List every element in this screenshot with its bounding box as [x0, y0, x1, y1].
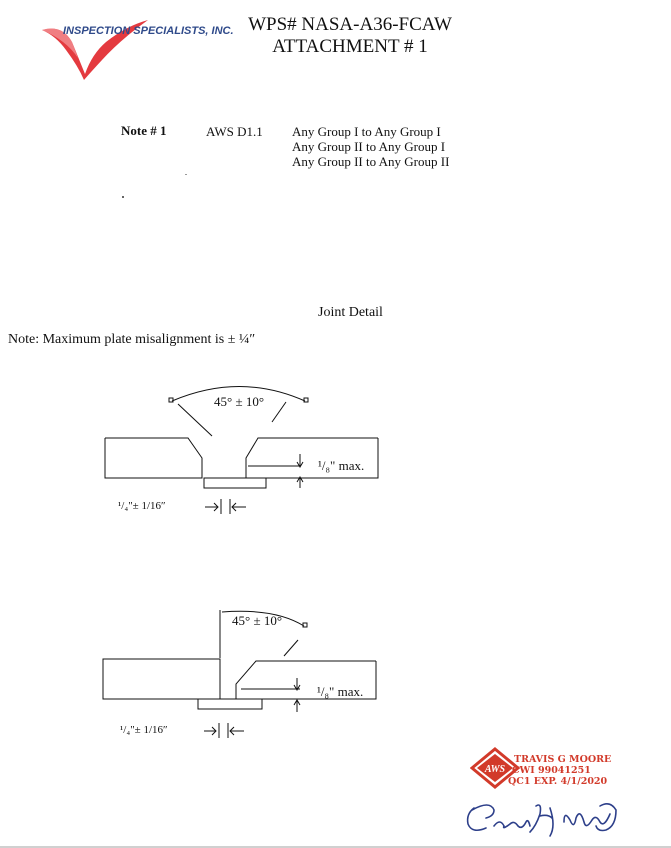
- stamp-details: [508, 754, 611, 787]
- detail-1-root-opening-label: ¹/₄"± 1/16″: [118, 500, 166, 512]
- group-line: Any Group II to Any Group I: [292, 139, 446, 154]
- backing-bar: [204, 478, 266, 488]
- arc-end-marker: [169, 398, 173, 402]
- note-1-label: Note # 1: [121, 123, 167, 138]
- company-name: INSPECTION SPECIALISTS, INC.: [63, 25, 234, 37]
- svg-text:AWS: AWS: [484, 764, 506, 775]
- document-title: [240, 14, 460, 58]
- stamp-name: TRAVIS G MOORE: [514, 754, 612, 765]
- arc-end-marker: [303, 623, 307, 627]
- angle-leader: [178, 404, 212, 436]
- detail-1-max-label: ¹/₈" max.: [318, 458, 365, 473]
- detail-2-max-label: ¹/₈" max.: [317, 684, 364, 699]
- angle-leader: [272, 402, 286, 422]
- group-line: Any Group I to Any Group I: [292, 124, 441, 139]
- note-1-groups: [292, 124, 449, 169]
- left-plate: [105, 438, 202, 478]
- stamp-cert: CWI 99041251: [512, 765, 591, 776]
- scan-speck: [185, 174, 187, 175]
- title-line-2: ATTACHMENT # 1: [272, 36, 428, 57]
- detail-1-angle-label: 45° ± 10°: [214, 394, 265, 409]
- arc-end-marker: [304, 398, 308, 402]
- signature: [460, 796, 630, 842]
- group-line: Any Group II to Any Group II: [292, 154, 450, 169]
- left-plate: [103, 659, 220, 699]
- misalignment-note: Note: Maximum plate misalignment is ± ¼″: [8, 332, 256, 347]
- backing-bar: [198, 699, 262, 709]
- detail-2-angle-label: 45° ± 10°: [232, 613, 283, 628]
- stamp-expiry: QC1 EXP. 4/1/2020: [508, 776, 608, 787]
- title-line-1: WPS# NASA-A36-FCAW: [248, 14, 452, 35]
- joint-detail-heading: Joint Detail: [318, 305, 383, 320]
- angle-leader: [284, 640, 298, 656]
- detail-2-root-opening-label: ¹/₄"± 1/16″: [120, 724, 168, 736]
- note-1-standard: AWS D1.1: [206, 124, 263, 139]
- scan-speck: [122, 196, 124, 198]
